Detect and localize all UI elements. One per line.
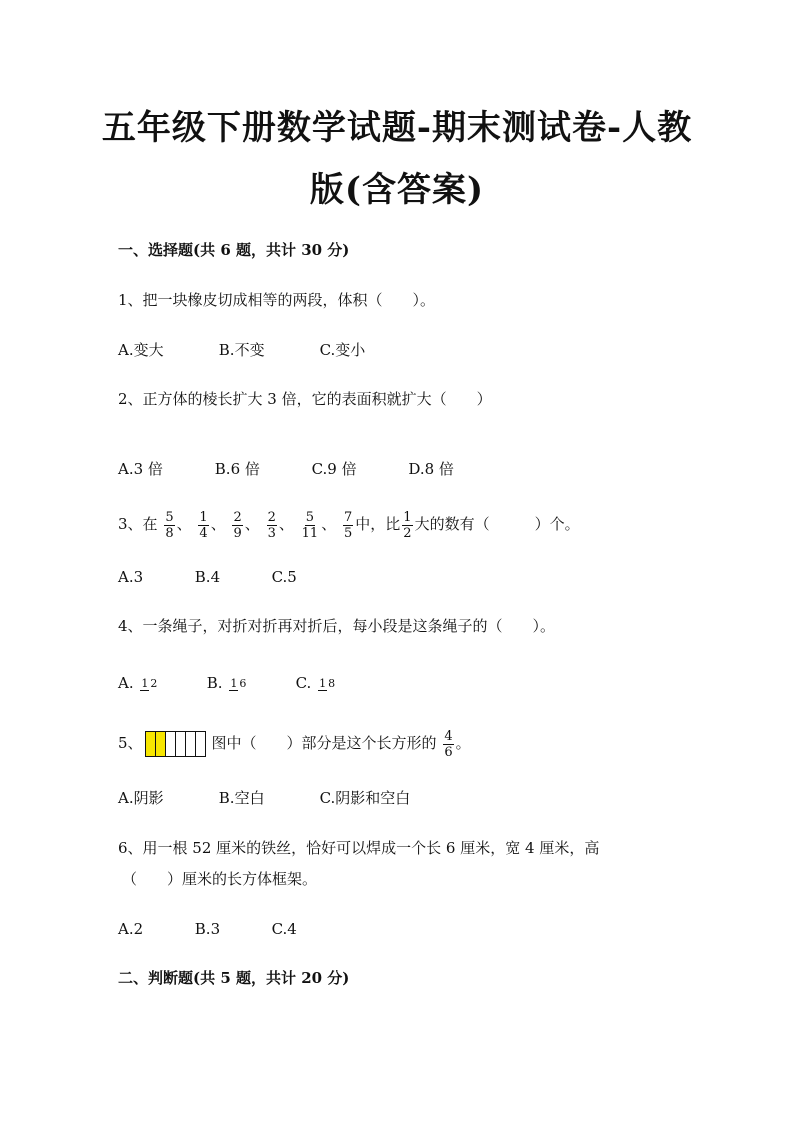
q5-option-a: A.阴影 xyxy=(118,789,164,807)
q5-shaded-cell xyxy=(146,732,155,756)
q6-option-c: C.4 xyxy=(271,920,297,938)
question-4-options xyxy=(118,666,338,700)
question-2-stem: 2、正方体的棱长扩大 3 倍，它的表面积就扩大（ ） xyxy=(118,390,492,408)
q4-option-b: B. 1 6 xyxy=(206,674,247,692)
q3-option-a: A.3 xyxy=(118,568,144,586)
q3-fraction-1: $\frac{5}{8}$ xyxy=(165,509,174,541)
q5-blank-cell xyxy=(195,732,205,756)
q3-fraction-5: $\frac{5}{11}$ xyxy=(301,509,319,541)
q5-option-b: B.空白 xyxy=(218,789,265,807)
question-6-stem-line2: （ ）厘米的长方体框架。 xyxy=(122,870,318,888)
q2-option-b: B.6 倍 xyxy=(214,460,260,478)
q5-rectangle-figure xyxy=(145,731,206,757)
q5-blank-cell xyxy=(175,732,185,756)
q2-option-c: C.9 倍 xyxy=(311,460,357,478)
q5-fraction: $\frac{4}{6}$ xyxy=(444,728,453,760)
q2-option-d: D.8 倍 xyxy=(408,460,454,478)
section-heading-judgment: 二、判断题(共 5 题，共计 20 分) xyxy=(118,969,350,987)
q4-option-a: A. 1 2 xyxy=(118,674,158,692)
q1-option-b: B.不变 xyxy=(218,341,265,359)
q5-option-c: C.阴影和空白 xyxy=(319,789,411,807)
page-title-line2: 版(含答案) xyxy=(309,170,485,210)
q3-fraction-4: $\frac{2}{3}$ xyxy=(267,509,276,541)
q3-option-b: B.4 xyxy=(194,568,221,586)
q3-reference-fraction: $\frac{1}{2}$ xyxy=(403,509,412,541)
q6-option-b: B.3 xyxy=(194,920,221,938)
question-3-options xyxy=(118,567,297,587)
q3-middle: 中，比 xyxy=(355,515,401,533)
q4-option-c: C. 1 8 xyxy=(295,674,336,692)
q3-fraction-2: $\frac{1}{4}$ xyxy=(199,509,208,541)
q3-prefix: 3、在 xyxy=(118,515,158,533)
q5-middle: 图中（ ）部分是这个长方形的 xyxy=(211,734,437,752)
question-6-options xyxy=(118,919,297,939)
question-5-stem: 5、 图中（ ）部分是这个长方形的 $\frac{4}{6}$ 。 xyxy=(118,728,471,760)
q3-option-c: C.5 xyxy=(271,568,297,586)
q3-fraction-6: $\frac{7}{5}$ xyxy=(343,509,353,541)
q6-option-a: A.2 xyxy=(118,920,144,938)
q5-blank-cell xyxy=(165,732,175,756)
page-title-line1: 五年级下册数学试题-期末测试卷-人教 xyxy=(101,108,693,148)
q2-option-a: A.3 倍 xyxy=(118,460,163,478)
q3-suffix: 大的数有（ ）个。 xyxy=(414,515,580,533)
question-5-options xyxy=(118,788,410,808)
section-heading-choice: 一、选择题(共 6 题，共计 30 分) xyxy=(118,241,350,259)
q1-option-a: A.变大 xyxy=(118,341,164,359)
q5-prefix: 5、 xyxy=(118,734,143,752)
question-1-options xyxy=(118,340,365,360)
question-6-stem-line1: 6、用一根 52 厘米的铁丝，恰好可以焊成一个长 6 厘米，宽 4 厘米，高 xyxy=(118,839,600,857)
question-2-options xyxy=(118,459,454,479)
question-4-stem: 4、一条绳子，对折对折再对折后，每小段是这条绳子的（ ）。 xyxy=(118,617,556,635)
q5-shaded-cell xyxy=(155,732,165,756)
q1-option-c: C.变小 xyxy=(319,341,366,359)
question-1-stem: 1、把一块橡皮切成相等的两段，体积（ ）。 xyxy=(118,291,436,309)
question-3-stem: 3、在 $\frac{5}{8}$ 、 $\frac{1}{4}$ 、 $\frac{2}{9}$ 、 $\frac{2}{3}$ 、 $\frac{5}{11}$ 、 $\frac{7}{5}$ 中，比 $\frac{1}{2}$ 大的数有（ ）个。 xyxy=(118,509,580,541)
q3-fraction-3: $\frac{2}{9}$ xyxy=(233,509,242,541)
q5-blank-cell xyxy=(185,732,195,756)
